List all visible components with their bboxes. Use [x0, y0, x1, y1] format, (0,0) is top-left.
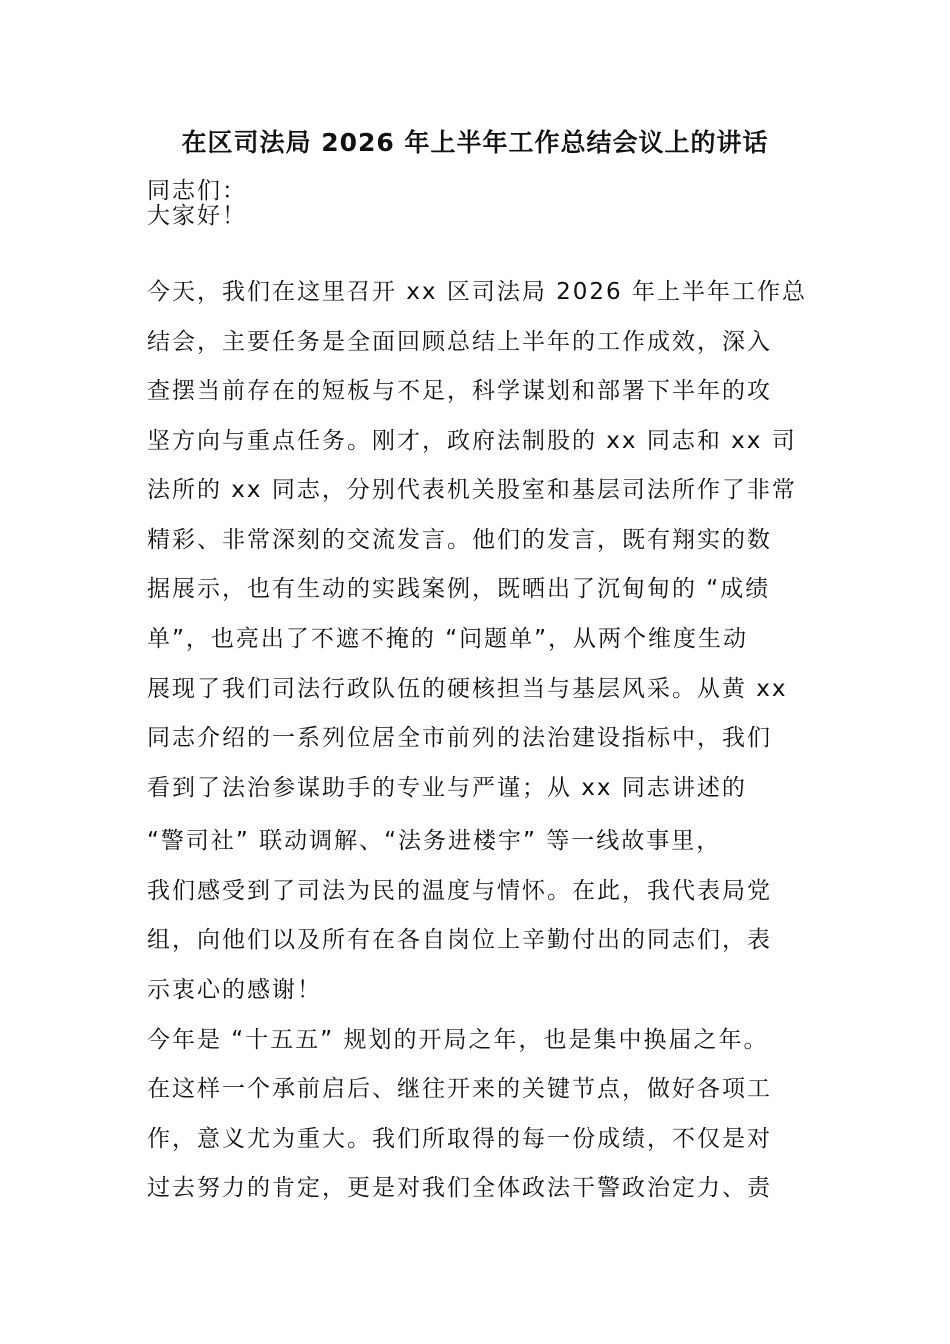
text-line: 今天，我们在这里召开 xx 区司法局 2026 年上半年工作总 — [147, 279, 807, 305]
text-line: 作，意义尤为重大。我们所取得的每一份成绩，不仅是对 — [147, 1126, 772, 1152]
text-line: 过去努力的肯定，更是对我们全体政法干警政治定力、责 — [147, 1175, 772, 1201]
text-line: 结会，主要任务是全面回顾总结上半年的工作成效，深入 — [147, 329, 772, 355]
text-line: 展现了我们司法行政队伍的硬核担当与基层风采。从黄 xx — [147, 676, 788, 702]
text-line: 坚方向与重点任务。刚才，政府法制股的 xx 同志和 xx 司 — [147, 428, 797, 454]
text-line: 据展示，也有生动的实践案例，既晒出了沉甸甸的 “成绩 — [147, 576, 771, 602]
text-line: 查摆当前存在的短板与不足，科学谋划和部署下半年的攻 — [147, 378, 772, 404]
text-line: 在这样一个承前启后、继往开来的关键节点，做好各项工 — [147, 1076, 772, 1102]
text-line: 精彩、非常深刻的交流发言。他们的发言，既有翔实的数 — [147, 527, 772, 553]
text-line: “警司社” 联动调解、“法务进楼宇” 等一线故事里， — [147, 828, 722, 854]
text-line: 法所的 xx 同志，分别代表机关股室和基层司法所作了非常 — [147, 477, 797, 503]
text-line: 示衷心的感谢！ — [147, 977, 322, 1003]
text-line: 我们感受到了司法为民的温度与情怀。在此，我代表局党 — [147, 878, 772, 904]
text-line: 今年是 “十五五” 规划的开局之年，也是集中换届之年。 — [147, 1027, 769, 1053]
text-line: 大家好！ — [147, 203, 247, 229]
text-line: 单”，也亮出了不遮不掩的 “问题单”，从两个维度生动 — [147, 626, 749, 652]
text-line: 组，向他们以及所有在各自岗位上辛勤付出的同志们，表 — [147, 927, 772, 953]
text-line: 同志们： — [147, 178, 247, 204]
text-line: 同志介绍的一系列位居全市前列的法治建设指标中，我们 — [147, 725, 772, 751]
text-line: 看到了法治参谋助手的专业与严谨；从 xx 同志讲述的 — [147, 775, 747, 801]
document-title: 在区司法局 2026 年上半年工作总结会议上的讲话 — [181, 128, 769, 157]
